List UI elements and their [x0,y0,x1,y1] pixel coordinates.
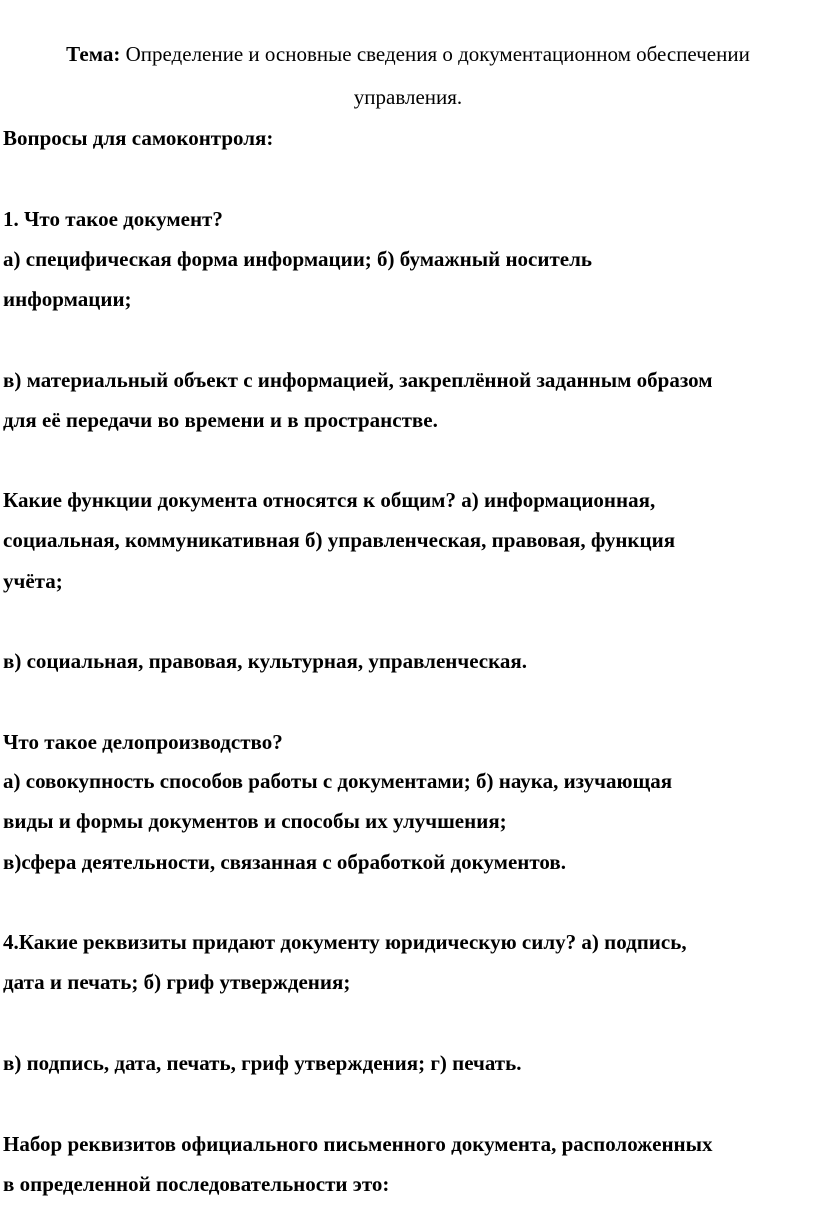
question-1-option-line: для её передачи во времени и в пространстве. [3,408,438,432]
question-1-text: 1. Что такое документ? [3,207,223,231]
question-2-option-line: учёта; [3,569,63,593]
question-4-text: 4.Какие реквизиты придают документу юридическую силу? а) подпись, [3,930,687,954]
section-heading: Вопросы для самоконтроля: [3,126,274,150]
question-3-option-line: в)сфера деятельности, связанная с обработкой документов. [3,850,566,874]
question-2-option-line: в) социальная, правовая, культурная, управленческая. [3,649,528,673]
question-3-option-line: а) совокупность способов работы с документами; б) наука, изучающая [3,769,673,793]
question-1-option-line: информации; [3,287,132,311]
topic-line-1 [0,41,816,67]
question-2-text: Какие функции документа относятся к общим? а) информационная, [3,488,656,512]
question-3-text: Что такое делопроизводство? [3,730,283,754]
question-2-option-line: социальная, коммуникативная б) управленческая, правовая, функция [3,528,676,552]
question-1-option-line: а) специфическая форма информации; б) бумажный носитель [3,247,592,271]
question-4-option-line: в) подпись, дата, печать, гриф утверждения; г) печать. [3,1051,522,1075]
question-3-option-line: виды и формы документов и способы их улучшения; [3,809,507,833]
topic-line-2: управления. [353,85,463,109]
topic-text: Определение и основные сведения о документационном обеспечении [125,42,750,66]
question-5-text: Набор реквизитов официального письменного документа, расположенных [3,1132,713,1156]
question-4-option-line: дата и печать; б) гриф утверждения; [3,970,351,994]
question-1-option-line: в) материальный объект с информацией, закреплённой заданным образом [3,368,713,392]
question-5-text-line: в определенной последовательности это: [3,1172,390,1196]
topic-label: Тема: [66,42,121,66]
